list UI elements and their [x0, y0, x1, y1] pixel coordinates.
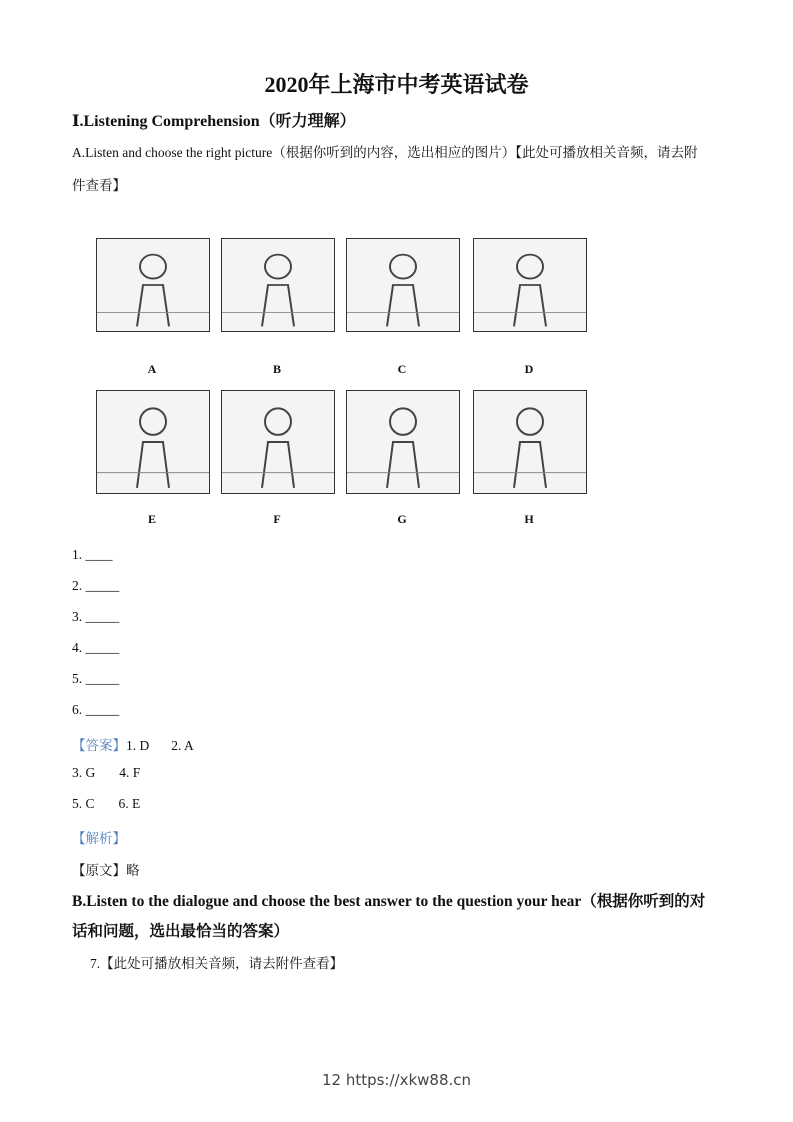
question-2: 2. _____ — [72, 578, 120, 593]
picture-f — [221, 390, 335, 494]
answer-tag: 【答案】 — [72, 738, 126, 753]
original-text: 略 — [126, 863, 140, 878]
picture-label: G — [397, 512, 407, 526]
picture-g — [346, 390, 460, 494]
picture-label: F — [273, 512, 281, 526]
answer-3: 3. G — [72, 765, 96, 780]
part-b-instruction: B.Listen to the dialogue and choose the best answer to the question your hear（根据你听到的对 — [72, 893, 706, 910]
question-1: 1. ____ — [72, 547, 113, 562]
part-a-instruction-cont: 件查看】 — [72, 178, 126, 193]
picture-label: H — [524, 512, 534, 526]
picture-label: E — [147, 512, 156, 526]
question-7: 7.【此处可播放相关音频，请去附件查看】 — [90, 956, 344, 971]
answer-1: 1. D — [126, 738, 150, 753]
picture-label: A — [147, 362, 157, 376]
section-heading: Ⅰ.Listening Comprehension（听力理解） — [72, 113, 356, 130]
picture-h — [473, 390, 587, 494]
answer-2: 2. A — [171, 738, 194, 753]
picture-c — [346, 238, 460, 332]
part-b-instruction-cont: 话和问题，选出最恰当的答案） — [72, 923, 290, 940]
picture-b — [221, 238, 335, 332]
question-3: 3. _____ — [72, 609, 120, 624]
answer-6: 6. E — [118, 796, 141, 811]
question-5: 5. _____ — [72, 671, 120, 686]
picture-label: D — [524, 362, 534, 376]
page-title: 2020年上海市中考英语试卷 — [264, 72, 529, 97]
analysis-tag: 【解析】 — [72, 831, 126, 846]
picture-a — [96, 238, 210, 332]
picture-label: B — [272, 362, 281, 376]
picture-label: C — [397, 362, 407, 376]
part-a-instruction: A.Listen and choose the right picture（根据你听到的内容，选出相应的图片）【此处可播放相关音频，请去附 — [72, 145, 698, 160]
answer-4: 4. F — [119, 765, 141, 780]
question-4: 4. _____ — [72, 640, 120, 655]
page-footer: 12 https://xkw88.cn — [321, 1071, 472, 1089]
picture-e — [96, 390, 210, 494]
answer-5: 5. C — [72, 796, 95, 811]
picture-d — [473, 238, 587, 332]
question-6: 6. _____ — [72, 702, 120, 717]
original-tag: 【原文】 — [72, 863, 126, 878]
